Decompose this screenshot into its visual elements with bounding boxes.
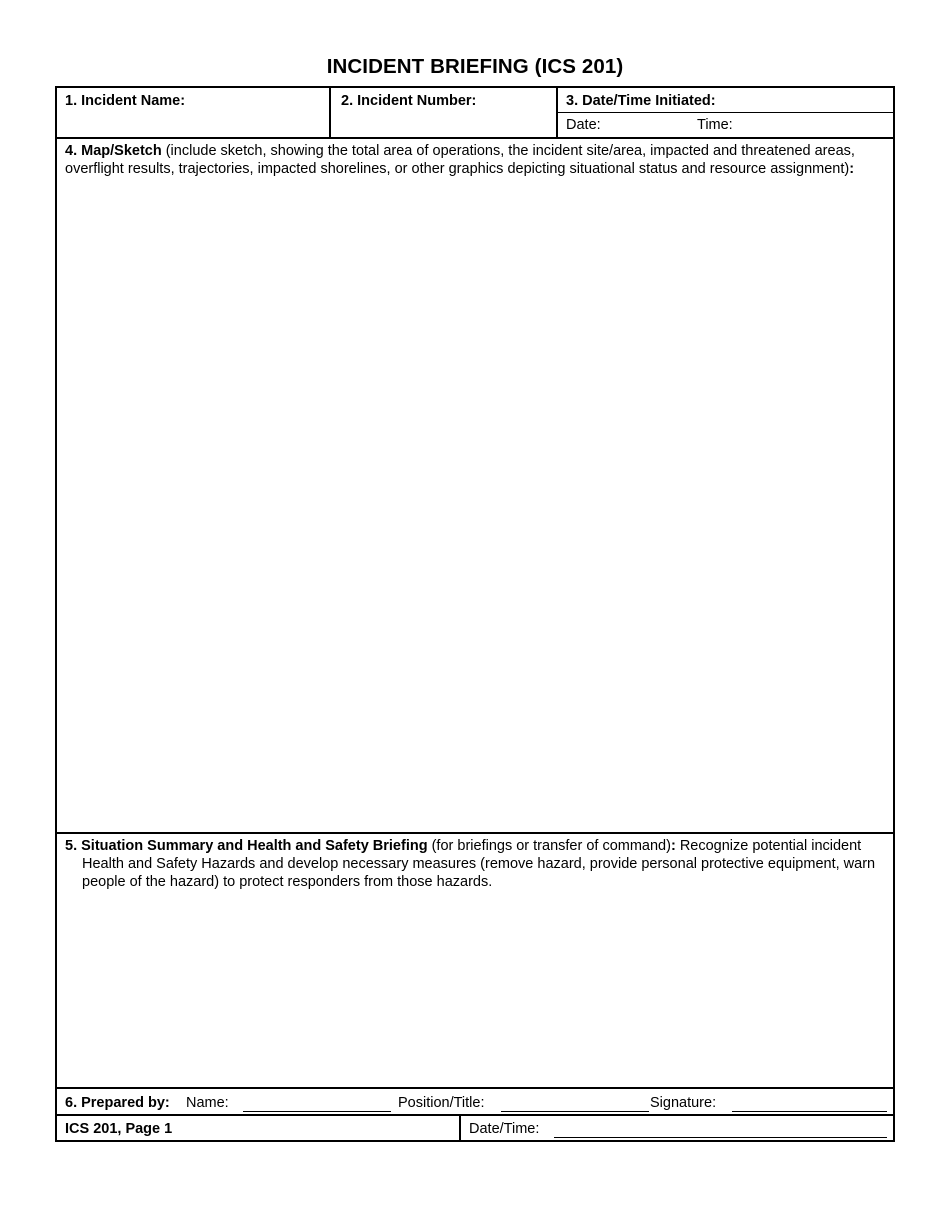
date-time-initiated-label: 3. Date/Time Initiated: bbox=[566, 93, 716, 109]
map-sketch-instructions bbox=[65, 142, 880, 178]
footer-date-time-underline bbox=[554, 1137, 887, 1138]
prepared-by-name-label: Name: bbox=[186, 1095, 229, 1111]
situation-summary-instructions bbox=[65, 837, 894, 891]
form-page-id: ICS 201, Page 1 bbox=[65, 1121, 173, 1137]
date-time-subdivider bbox=[558, 112, 893, 113]
situation-summary-description: Recognize potential incident Health and Safety Hazards and develop necessary measures (remove hazard, provide personal protective equipment, warn people of the hazard) to protect responders from those hazards. bbox=[82, 838, 876, 890]
header-divider-2 bbox=[556, 88, 558, 138]
map-sketch-label: 4. Map/Sketch bbox=[65, 143, 162, 159]
ics-201-form bbox=[55, 86, 895, 1142]
prepared-by-signature-underline bbox=[732, 1111, 887, 1112]
date-label: Date: bbox=[566, 117, 601, 133]
incident-name-label: 1. Incident Name: bbox=[65, 93, 186, 109]
situation-summary-label: 5. Situation Summary and Health and Safety Briefing bbox=[65, 838, 428, 854]
incident-number-label: 2. Incident Number: bbox=[341, 93, 477, 109]
prepared-by-label: 6. Prepared by: bbox=[65, 1095, 170, 1111]
map-sketch-area[interactable] bbox=[61, 200, 889, 828]
situation-summary-bottom-border bbox=[57, 1087, 893, 1089]
prepared-by-name-underline bbox=[243, 1111, 391, 1112]
prepared-by-signature-label: Signature: bbox=[650, 1095, 717, 1111]
map-sketch-colon: : bbox=[849, 161, 855, 177]
prepared-by-bottom-border bbox=[57, 1114, 893, 1116]
header-divider-1 bbox=[329, 88, 331, 138]
time-label: Time: bbox=[697, 117, 733, 133]
situation-summary-parenthetical: (for briefings or transfer of command) bbox=[427, 838, 671, 854]
map-sketch-bottom-border bbox=[57, 832, 893, 834]
prepared-by-position-underline bbox=[501, 1111, 649, 1112]
situation-summary-colon: : bbox=[670, 838, 676, 854]
footer-date-time-label: Date/Time: bbox=[469, 1121, 540, 1137]
form-title: INCIDENT BRIEFING (ICS 201) bbox=[326, 55, 624, 78]
map-sketch-description: (include sketch, showing the total area of operations, the incident site/area, impacted and threatened areas, overflight results, trajectories, impacted shorelines, or other graphics depicting situational status and resource assignment) bbox=[65, 143, 855, 177]
header-bottom-border bbox=[57, 137, 893, 139]
prepared-by-position-label: Position/Title: bbox=[398, 1095, 485, 1111]
situation-summary-area[interactable] bbox=[61, 896, 889, 1082]
footer-divider bbox=[459, 1115, 461, 1140]
